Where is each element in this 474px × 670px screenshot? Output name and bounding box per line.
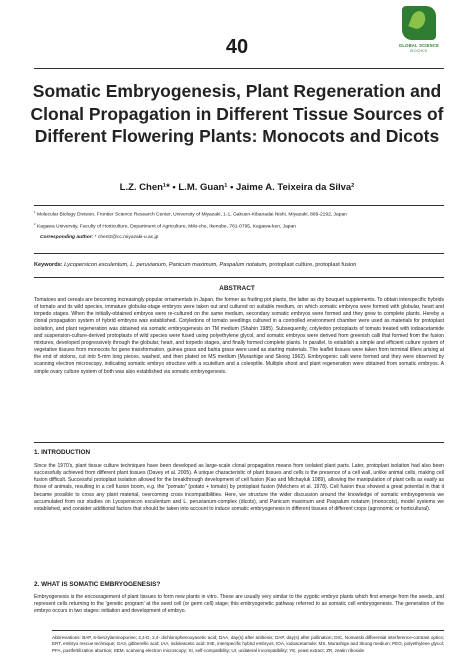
book-leaf-icon bbox=[402, 6, 436, 40]
affiliation-1 bbox=[34, 212, 444, 219]
author-list: L.Z. Chen¹* • L.M. Guan¹ • Jaime A. Teixeira da Silva² bbox=[119, 182, 355, 193]
keywords bbox=[34, 262, 444, 269]
chapter-title: Somatic Embryogenesis, Plant Regeneration and Clonal Propagation in Different Tissue Sources of Different Flowering Plants: Monocots and Dicots bbox=[30, 81, 444, 146]
publisher-logo-line2: BOOKS bbox=[410, 48, 428, 53]
top-divider bbox=[34, 68, 444, 69]
chapter-number: 40 bbox=[225, 36, 249, 58]
section-1-heading: 1. INTRODUCTION bbox=[34, 449, 91, 456]
affiliation-1-number: 1 bbox=[34, 210, 36, 214]
keywords-label: Keywords: bbox=[34, 262, 63, 268]
section-1-text: Since the 1970's, plant tissue culture techniques have been developed as large-scale clonal propagation means from isolated plant parts. Later, protoplast isolation had also been successfully achieved from different plant tissues (Davey et al. 2005). A unique characteristic of plant tissues and cells is the presence of a cell wall, unlike animal cells, making cell fusion difficult. Successful protoplast isolation allowed for the breakthrough development of cell fusion (Kao and Michayluk 1989), allowing the manipulation of plant cells as easily as those of animals, resulting in a cell fusion boom, e.g. the "pomato" (potato + tomato) by protoplast fusion (Melchers et al. 1978). Cell fusion thus showed a great potential in that it became possible to cross any plant material, overcoming cross incompatibilities. Here, we structure the wider discussion around the knowledge of somatic embryogenesis we accumulated from our studies on Lycopersicon esculentum and L. peruvianum-complex (dicots), and Panicum maximum and Paspalum notatum (monocots), model systems we established, and consider additional factors that should be taken into account to induce somatic embryogenesis in different tissues of different crops (agronomic or horticultural). bbox=[34, 463, 444, 512]
affiliation-2 bbox=[34, 224, 444, 231]
abbreviations-divider bbox=[52, 630, 444, 631]
affiliation-1-text: Molecular Biology Division, Frontier Science Research Center, University of Miyazaki, 1-1, Gakuen-Kibanadai Nishi, Miyazaki, 889-2192, Japan bbox=[37, 212, 347, 218]
corresponding-author bbox=[40, 235, 450, 242]
abstract-heading: ABSTRACT bbox=[219, 285, 255, 292]
section-2-text: Embryogenesis is the encouragement of plant tissues to form new plants in vitro. These are usually very similar to the zygotic embryo plants which first emerge from the seeds, and represent cells returning to the 'genetic program' at the seed cell (or germ cell) stage; this embryogenetic pathway referred to as somatic cell embryogenesis. The generation of the embryo occurs in two stages: initiation and development of embryo. bbox=[34, 594, 444, 615]
abstract-bottom-divider bbox=[34, 442, 444, 443]
abstract-top-divider bbox=[34, 277, 444, 278]
keywords-plain: protoplast culture, protoplast fusion bbox=[269, 262, 357, 268]
abbreviations-footnote: Abbreviations: BAP, 6-benzylaminopurine; 2,4-D, 2,4- dichlorophenoxyacetic acid; DAA, day(s) after anthesis; DAP, day(s) after pollination; DIC, Nomarski differential interference-contrast optics; ERT, embryo rescue technique; GA3, gibberellic acid; IAA, indoleacetic acid; IHE, interspecific hybrid embryos; IOA, iodoacetamide; MS, Murashige and Skoog medium; PEG, polyethylene glycol; PFA, postfertilization abortion; SEM, scanning electron microscopy; SI, self-compatibility; UI, unilateral incompatibility; YE, yeast extract; ZR, zeatin riboside bbox=[52, 635, 444, 653]
corresponding-email[interactable]: * chenlz@cc.miyazaki-u.ac.jp bbox=[94, 235, 159, 240]
keywords-divider bbox=[34, 253, 444, 254]
section-2-heading: 2. WHAT IS SOMATIC EMBRYOGENESIS? bbox=[34, 581, 161, 588]
affiliation-2-text: Kagawa University, Faculty of Horticulture, Department of Agriculture, Miki-cho, Ikenobe, 761-0795, Kagawa-ken, Japan bbox=[37, 224, 296, 230]
corresponding-label: Corresponding author: bbox=[40, 235, 94, 240]
author-divider bbox=[34, 205, 444, 206]
keywords-italic: Lycopersicon esculentum, L. peruvianum, Panicum maximum, Paspalum notatum, bbox=[64, 262, 268, 268]
publisher-logo-line1: GLOBAL SCIENCE bbox=[398, 43, 440, 48]
affiliation-2-number: 2 bbox=[34, 222, 36, 226]
abstract-text: Tomatoes and cereals are becoming increasingly popular ornamentals in Japan, the former as fruiting pot plants, the latter as dry bouquet supplements. To obtain interspecific hybrids of tomato and its wild species, immature globular-stage embryos were taken out and cultured on suitable medium, on which somatic embryos were formed with globular, heart and torpedo stages. When the initially-obtained embryos were re-cultured on the same medium, secondary somatic embryos were formed and they grew to complete plants. Hereby a clonal propagation system of hybrid embryos was established. Cotyledons of tomato seedlings cultured in a controlled environment chamber were used as materials for protoplast isolation, and plant regeneration was obtained via somatic embryogenesis on TM medium (Shahin 1985). Subsequently, cotyledon protoplasts of tomato treated with iodoacetamide and suspension-culture-derived protoplasts of wild species were fused using polyethylene glycol, and somatic embryos were derived from greenish calli that formed from the fusion mixtures, developed progressively through the globular, heart, and torpedo stages, and finally formed complete plants. In parallel, to establish a simple and efficient culture system of vegetative tissues from monocots for gene transformation, guinea grass and bahia grass were used as starting materials. The leaflet tissues were taken from terminal tillers arising at the end of stolons, cut into 5-mm long pieces, washed, and then plated on MS medium (Murashige and Skoog 1962). Embryogenic calli were formed and they were observed by scanning electron microscopy, indicating somatic embryo structure with a scutellum and a coleoptile. Multiple shoot and plant regeneration were obtained from somatic embryos. A simple ovary culture system of both was also established via somatic embryogenesis. bbox=[34, 297, 444, 375]
